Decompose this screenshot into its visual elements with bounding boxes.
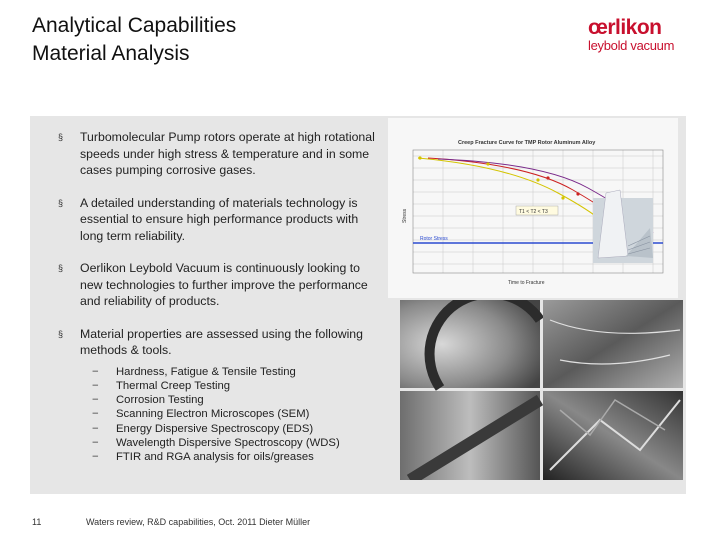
method-item bbox=[80, 365, 376, 379]
method-item bbox=[80, 407, 376, 421]
dash-marker: − bbox=[92, 394, 99, 407]
creep-fracture-chart bbox=[388, 118, 678, 298]
title-line-1: Analytical Capabilities bbox=[32, 14, 237, 37]
dash-marker: − bbox=[92, 379, 99, 392]
bullet-marker: § bbox=[58, 132, 64, 142]
dash-marker: − bbox=[92, 408, 99, 421]
chart-xlabel: Time to Fracture bbox=[508, 280, 545, 286]
method-item bbox=[80, 422, 376, 436]
bullet-text: Oerlikon Leybold Vacuum is continuously looking to new technologies to further improve the performance and reliability of products. bbox=[80, 261, 368, 308]
logo-subtitle: leybold vacuum bbox=[588, 38, 675, 53]
method-text: Scanning Electron Microscopes (SEM) bbox=[116, 408, 310, 421]
bullet-item bbox=[58, 129, 376, 179]
dash-marker: − bbox=[92, 436, 99, 449]
method-item bbox=[80, 450, 376, 464]
chart-ylabel: Stress bbox=[402, 208, 408, 223]
methods-list bbox=[80, 365, 376, 465]
bullet-text: Material properties are assessed using the following methods & tools. bbox=[80, 326, 363, 357]
oerlikon-logo bbox=[588, 17, 694, 57]
bullet-item bbox=[58, 195, 376, 245]
sem-image-1 bbox=[400, 300, 540, 388]
sem-image-2 bbox=[543, 300, 683, 388]
method-item bbox=[80, 436, 376, 450]
method-text: Wavelength Dispersive Spectroscopy (WDS) bbox=[116, 436, 340, 449]
title-line-2: Material Analysis bbox=[32, 42, 190, 65]
page-title bbox=[32, 12, 236, 68]
sem-image-4 bbox=[543, 391, 683, 480]
bullet-marker: § bbox=[58, 197, 64, 208]
legend-label: T1 < T2 < T3 bbox=[519, 209, 548, 215]
sem-micrographs bbox=[400, 300, 683, 480]
rotor-photo bbox=[593, 190, 653, 263]
logo-brand: œrlikon bbox=[588, 16, 662, 39]
bullet-list bbox=[58, 129, 376, 465]
bullet-item bbox=[58, 326, 376, 465]
method-text: Thermal Creep Testing bbox=[116, 379, 231, 392]
rotor-stress-label: Rotor Stress bbox=[420, 236, 448, 242]
bullet-item bbox=[58, 260, 376, 310]
bullet-marker: § bbox=[58, 263, 64, 273]
bullet-text: Turbomolecular Pump rotors operate at high rotational speeds under high stress & temperature and in some cases pumping corrosive gases. bbox=[80, 130, 375, 177]
method-item bbox=[80, 379, 376, 393]
method-text: FTIR and RGA analysis for oils/greases bbox=[116, 451, 314, 464]
bullet-marker: § bbox=[58, 328, 64, 339]
dash-marker: − bbox=[92, 451, 99, 464]
bullet-text: A detailed understanding of materials technology is essential to ensure high performance products with long term reliability. bbox=[80, 195, 359, 243]
chart-title: Creep Fracture Curve for TMP Rotor Aluminum Alloy bbox=[458, 140, 596, 146]
dash-marker: − bbox=[92, 422, 99, 435]
method-text: Hardness, Fatigue & Tensile Testing bbox=[116, 365, 296, 378]
dash-marker: − bbox=[92, 365, 99, 378]
method-text: Energy Dispersive Spectroscopy (EDS) bbox=[116, 422, 314, 435]
method-item bbox=[80, 393, 376, 407]
page-number: 11 bbox=[32, 517, 42, 527]
method-text: Corrosion Testing bbox=[116, 394, 204, 407]
footer-text: Waters review, R&D capabilities, Oct. 2011 Dieter Müller bbox=[86, 517, 311, 527]
